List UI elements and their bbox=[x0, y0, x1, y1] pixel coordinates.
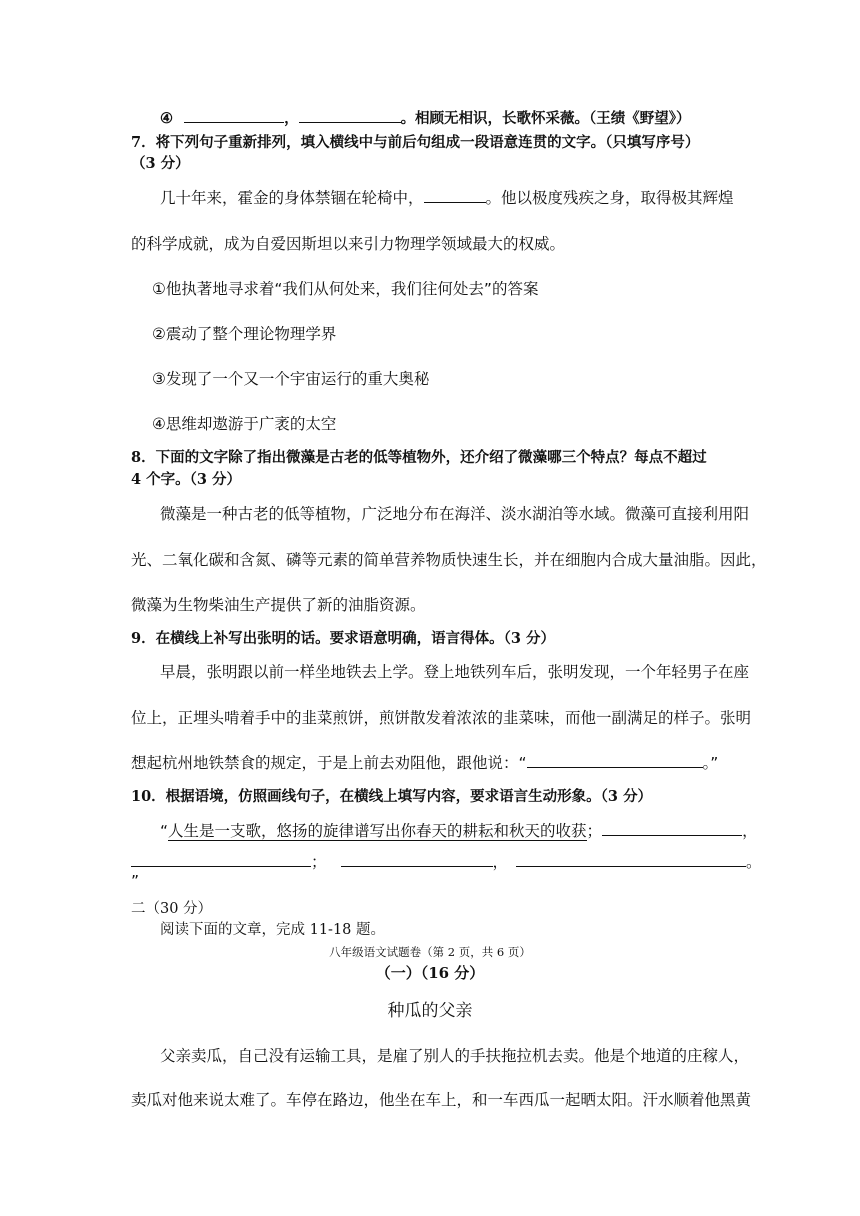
part-1-heading: （一）（16 分） bbox=[375, 964, 485, 982]
q7-passage-line1: 几十年来，霍金的身体禁锢在轮椅中， 。他以极度残疾之身，取得极其辉煌 bbox=[160, 189, 734, 207]
underlined-sentence: 人生是一支歌，悠扬的旋律谱写出你春天的耕耘和秋天的收获 bbox=[168, 822, 587, 840]
q10-line2: ； ， 。 bbox=[131, 850, 762, 872]
q7-option-1: ①他执著地寻求着“我们从何处来，我们往何处去”的答案 bbox=[152, 280, 539, 298]
q6-item-4: ④ ， 。相顾无相识，长歌怀采薇。（王绩《野望》） bbox=[160, 107, 691, 128]
article-title: 种瓜的父亲 bbox=[387, 1001, 473, 1021]
answer-blank[interactable] bbox=[424, 187, 486, 203]
answer-blank[interactable] bbox=[131, 851, 311, 867]
q7-option-3: ③发现了一个又一个宇宙运行的重大奥秘 bbox=[152, 370, 430, 388]
q8-passage-line3: 微藻为生物柴油生产提供了新的油脂资源。 bbox=[131, 596, 426, 614]
q7-option-4: ④思维却遨游于广袤的太空 bbox=[152, 415, 337, 433]
story-line1: 父亲卖瓜，自己没有运输工具，是雇了别人的手扶拖拉机去卖。他是个地道的庄稼人， bbox=[160, 1047, 750, 1065]
q8-stem: 8．下面的文字除了指出微藻是古老的低等植物外，还介绍了微藻哪三个特点？每点不超过 bbox=[131, 449, 707, 466]
q7-passage-line2: 的科学成就，成为自爱因斯坦以来引力物理学领域最大的权威。 bbox=[131, 235, 566, 253]
q8-score: 4 个字。（3 分） bbox=[131, 471, 242, 488]
answer-blank[interactable] bbox=[299, 107, 401, 123]
page-footer: 八年级语文试题卷（第 2 页，共 6 页） bbox=[329, 945, 531, 959]
item-number: ④ bbox=[160, 110, 173, 127]
q8-passage-line2: 光、二氧化碳和含氮、磷等元素的简单营养物质快速生长，并在细胞内合成大量油脂。因此， bbox=[131, 551, 767, 569]
q10-line1: “人生是一支歌，悠扬的旋律谱写出你春天的耕耘和秋天的收获； ， bbox=[160, 822, 758, 840]
answer-blank[interactable] bbox=[341, 851, 493, 867]
section-2-instruction: 阅读下面的文章，完成 11-18 题。 bbox=[160, 922, 386, 938]
q10-stem: 10．根据语境，仿照画线句子，在横线上填写内容，要求语言生动形象。（3 分） bbox=[131, 788, 653, 805]
q8-passage-line1: 微藻是一种古老的低等植物，广泛地分布在海洋、淡水湖泊等水域。微藻可直接利用阳 bbox=[160, 505, 750, 523]
answer-blank[interactable] bbox=[516, 851, 746, 867]
q7-stem: 7．将下列句子重新排列，填入横线中与前后句组成一段语意连贯的文字。（只填写序号） bbox=[131, 134, 700, 151]
answer-blank[interactable] bbox=[527, 752, 703, 768]
q9-passage-line3: 想起杭州地铁禁食的规定，于是上前去劝阻他，跟他说：“ 。” bbox=[131, 754, 719, 772]
answer-blank[interactable] bbox=[184, 107, 284, 123]
q7-score: （3 分） bbox=[131, 155, 190, 172]
answer-blank[interactable] bbox=[602, 820, 742, 836]
section-2-heading: 二（30 分） bbox=[131, 901, 213, 917]
q10-close-quote: ” bbox=[131, 872, 140, 890]
q9-passage-line2: 位上，正埋头啃着手中的韭菜煎饼，煎饼散发着浓浓的韭菜味，而他一副满足的样子。张明 bbox=[131, 709, 752, 727]
q9-passage-line1: 早晨，张明跟以前一样坐地铁去上学。登上地铁列车后，张明发现，一个年轻男子在座 bbox=[160, 663, 750, 681]
q9-stem: 9．在横线上补写出张明的话。要求语意明确，语言得体。（3 分） bbox=[131, 630, 555, 647]
q7-option-2: ②震动了整个理论物理学界 bbox=[152, 325, 337, 343]
story-line2: 卖瓜对他来说太难了。车停在路边，他坐在车上，和一车西瓜一起晒太阳。汗水顺着他黑黄 bbox=[131, 1091, 752, 1109]
